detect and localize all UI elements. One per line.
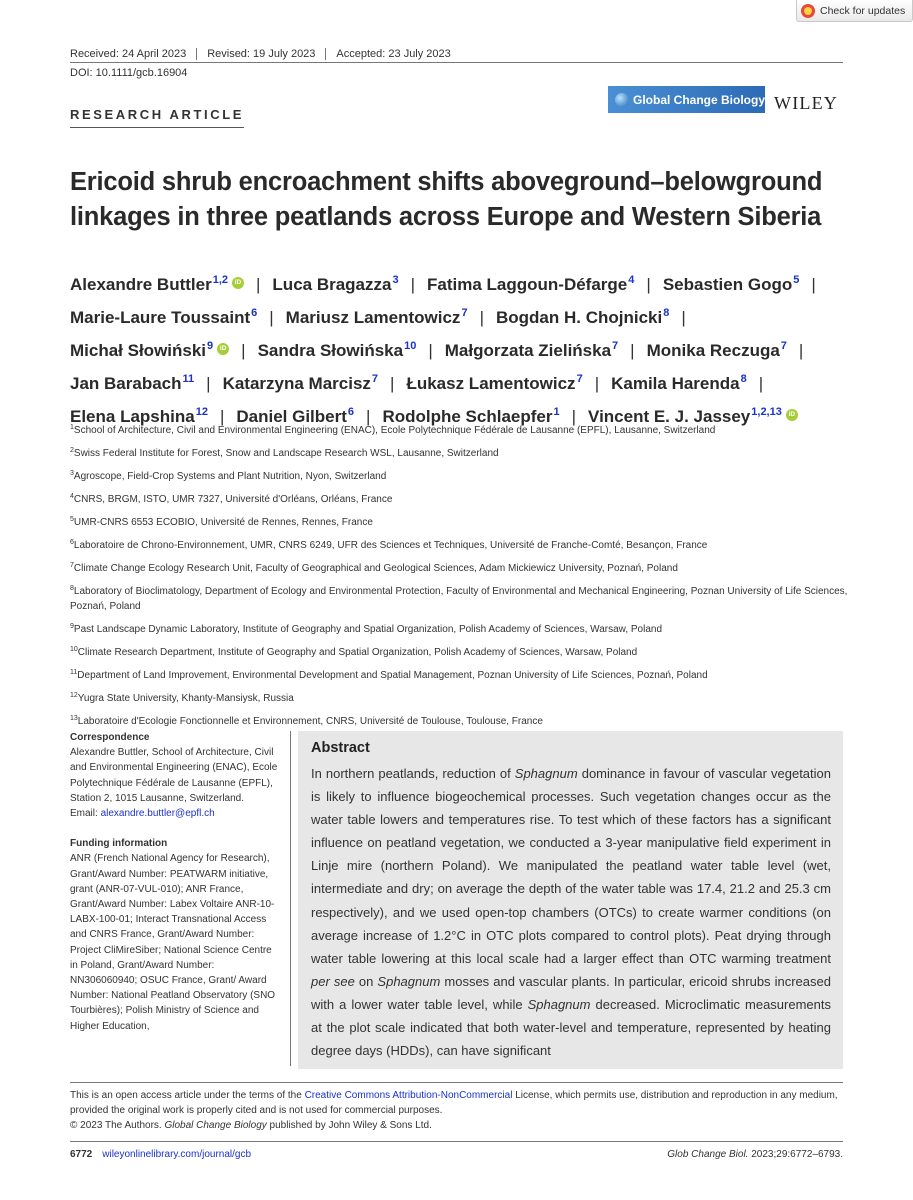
affiliation-item [70, 642, 850, 660]
journal-logo-text: Global Change Biology [633, 92, 766, 107]
affiliation-item [70, 466, 850, 484]
copyright-text: published by John Wiley & Sons Ltd. [266, 1120, 432, 1132]
author-separator: | [241, 341, 246, 360]
author-affiliation-marker: 9 [207, 340, 214, 352]
accepted-date: Accepted: 23 July 2023 [325, 48, 460, 60]
author-affiliation-marker: 4 [628, 274, 635, 286]
copyright-journal: Global Change Biology [164, 1120, 267, 1132]
author-name-text: Bogdan H. Chojnicki [495, 308, 663, 327]
check-for-updates-label: Check for updates [820, 4, 906, 17]
license-divider [70, 1082, 843, 1083]
article-history [70, 45, 461, 62]
author-name [70, 308, 257, 327]
author-separator: | [428, 341, 433, 360]
affiliation-text: Swiss Federal Institute for Forest, Snow and Landscape Research WSL, Lausanne, Switzerland [73, 448, 499, 459]
affiliation-item [70, 535, 850, 553]
author-affiliation-marker: 1,2,13 [751, 406, 782, 418]
affiliation-text: Department of Land Improvement, Environmental Development and Spatial Management, Poznan University of Life Sciences, Poznań, Poland [77, 670, 708, 681]
globe-icon [615, 93, 629, 107]
page-footer [70, 1149, 843, 1160]
affiliation-number: 13 [70, 715, 78, 722]
abstract-heading: Abstract [311, 740, 370, 756]
author-separator: | [571, 407, 577, 426]
abstract-italic: Sphagnum [377, 973, 441, 989]
crossmark-icon [801, 4, 815, 18]
abstract-segment: decreased. Microclimatic measurements at the plot scale indicated that both water-level and temperature, represented by heating degree days (HDDs), can have significant [311, 996, 831, 1059]
affiliation-number: 11 [70, 669, 78, 676]
author-name-text: Mariusz Lamentowicz [285, 308, 461, 327]
footer-divider [70, 1141, 843, 1142]
affiliation-text: School of Architecture, Civil and Environmental Engineering (ENAC), Ecole Polytechnique Fédérale de Lausanne (EPFL), Lausanne, Switzerland [73, 425, 716, 436]
check-for-updates-button[interactable] [796, 0, 913, 22]
author-name [258, 341, 417, 360]
license-text: This is an open access article under the terms of the [70, 1090, 305, 1101]
title-line-2: linkages in three peatlands across Europe and Western Siberia [70, 203, 822, 231]
author-affiliation-marker: 7 [576, 373, 583, 385]
author-name [70, 341, 229, 360]
author-name [496, 308, 669, 327]
author-separator: | [798, 341, 804, 360]
affiliation-text: Past Landscape Dynamic Laboratory, Institute of Geography and Spatial Organization, Polish Academy of Sciences, Warsaw, Poland [73, 624, 663, 635]
affiliation-item [70, 420, 850, 438]
author-separator: | [219, 407, 225, 426]
affiliation-item [70, 688, 850, 706]
email-link[interactable]: alexandre.buttler@epfl.ch [100, 808, 215, 820]
author-name [272, 275, 398, 294]
author-separator: | [758, 374, 764, 393]
author-name [611, 374, 747, 393]
author-affiliation-marker: 7 [371, 373, 379, 385]
citation-text: 2023;29:6772–6793. [748, 1149, 843, 1160]
author-separator: | [479, 308, 484, 327]
affiliation-item [70, 558, 850, 576]
license-notice [70, 1088, 845, 1134]
affiliation-number: 1 [70, 424, 74, 431]
author-name-text: Rodolphe Schlaepfer [382, 407, 553, 426]
affiliation-item [70, 443, 850, 461]
email-label: Email: [70, 808, 101, 820]
affiliation-item [70, 581, 850, 614]
abstract-segment: In northern peatlands, reduction of [311, 766, 515, 781]
author-name-text: Elena Lapshina [70, 407, 195, 426]
affiliation-text: Agroscope, Field-Crop Systems and Plant Nutrition, Nyon, Switzerland [73, 471, 387, 482]
author-name-text: Luca Bragazza [272, 275, 392, 294]
abstract-box [298, 731, 843, 1069]
affiliation-text: Laboratoire de Chrono-Environnement, UMR, CNRS 6249, UFR des Sciences et Techniques, Université de Franche-Comté, Besançon, France [73, 540, 708, 551]
copyright-line [70, 1118, 845, 1133]
affiliation-item [70, 489, 850, 507]
copyright-text: © 2023 The Authors. [70, 1120, 165, 1132]
author-affiliation-marker: 12 [195, 406, 208, 418]
article-type-underline [70, 127, 244, 128]
publisher-logo: WILEY [774, 93, 838, 113]
author-affiliation-marker: 7 [461, 307, 468, 319]
affiliation-number: 10 [70, 646, 78, 653]
affiliation-item [70, 619, 850, 637]
author-name [663, 275, 800, 294]
author-name-text: Jan Barabach [70, 374, 182, 393]
author-affiliation-marker: 1,2 [212, 274, 228, 286]
author-name-text: Kamila Harenda [611, 374, 740, 393]
affiliation-item [70, 512, 850, 530]
article-info-sidebar [70, 730, 280, 1034]
author-separator: | [646, 275, 651, 294]
author-name [406, 374, 582, 393]
author-affiliation-marker: 3 [392, 274, 399, 286]
orcid-icon[interactable] [232, 277, 244, 289]
abstract-italic: Sphagnum [527, 996, 591, 1012]
author-name-text: Marie-Laure Toussaint [70, 308, 251, 327]
affiliation-number: 7 [70, 562, 74, 569]
author-name-text: Alexandre Buttler [70, 275, 212, 294]
doi: DOI: 10.1111/gcb.16904 [70, 67, 188, 79]
author-name-text: Małgorzata Zielińska [444, 341, 612, 360]
affiliation-number: 6 [70, 539, 74, 546]
affiliation-text: Climate Research Department, Institute of Geography and Spatial Organization, Polish Academy of Sciences, Warsaw, Poland [77, 647, 638, 658]
author-affiliation-marker: 8 [663, 307, 670, 319]
license-line [70, 1088, 845, 1118]
author-affiliation-marker: 7 [612, 340, 619, 352]
author-name-text: Daniel Gilbert [236, 407, 347, 426]
author-separator: | [410, 275, 416, 294]
author-affiliation-marker: 1 [553, 406, 560, 418]
affiliation-list [70, 420, 850, 734]
affiliation-number: 3 [70, 470, 74, 477]
affiliation-number: 4 [70, 493, 74, 500]
revised-date: Revised: 19 July 2023 [196, 48, 325, 60]
author-affiliation-marker: 6 [251, 307, 258, 319]
footer-citation [667, 1149, 843, 1160]
author-name-text: Łukasz Lamentowicz [406, 374, 576, 393]
author-name [70, 374, 194, 393]
abstract-text [311, 762, 831, 1062]
author-name [223, 374, 378, 393]
author-affiliation-marker: 8 [740, 373, 747, 385]
abstract-segment: on [354, 973, 378, 989]
author-name-text: Sebastien Gogo [662, 275, 793, 294]
license-link[interactable]: Creative Commons Attribution-NonCommercial [304, 1090, 513, 1101]
funding-heading: Funding information [70, 838, 168, 850]
author-separator: | [390, 374, 395, 393]
author-name [647, 341, 787, 360]
affiliation-text: UMR-CNRS 6553 ECOBIO, Université de Rennes, Rennes, France [73, 517, 373, 528]
author-separator: | [681, 308, 686, 327]
affiliation-text: CNRS, BRGM, ISTO, UMR 7327, Université d'Orléans, Orléans, France [73, 494, 393, 505]
author-name [445, 341, 618, 360]
author-name-text: Vincent E. J. Jassey [588, 407, 751, 426]
abstract-segment: dominance in favour of vascular vegetation is likely to influence biogeochemical processes. Such vegetation changes occur as the water table lowers and temperatures rise. To test which of these factors has a significant influence on peatland vegetation, we conducted a 3-year manipulative field experiment in Linje mire (northern Poland). We manipulated the peatland water table level (wet, intermediate and dry; on average the depth of the water table was 17.4, 21.2 and 25.3 cm respectively), and we used open-top chambers (OTCs) to create warmer conditions (on average increase of 1.2°C in OTC plots compared to control plots). Peat drying through water table lowering at this local scale had a larger effect than OTC warming treatment [311, 766, 831, 966]
orcid-icon[interactable] [217, 343, 229, 355]
column-divider [290, 731, 291, 1066]
author-affiliation-marker: 7 [780, 340, 787, 352]
affiliation-item [70, 665, 850, 683]
author-separator: | [256, 275, 261, 294]
header-divider [70, 62, 843, 63]
title-line-1: Ericoid shrub encroachment shifts aboveground–belowground [70, 168, 823, 196]
author-affiliation-marker: 6 [347, 406, 355, 418]
abstract-italic: Sphagnum [514, 766, 578, 781]
affiliation-number: 2 [70, 447, 74, 454]
affiliation-number: 9 [70, 623, 74, 630]
author-separator: | [366, 407, 371, 426]
abstract-segment: mosses and vascular plants. In particular, ericoid shrubs increased with a lower water table level, while [311, 973, 831, 1012]
author-separator: | [811, 275, 816, 294]
journal-url-link[interactable]: wileyonlinelibrary.com/journal/gcb [102, 1149, 252, 1160]
license-text: License, which permits use, distribution and reproduction in any medium, provided the original work is properly cited and is not used for commercial purposes. [70, 1090, 838, 1117]
affiliation-text: Laboratoire d'Ecologie Fonctionnelle et Environnement, CNRS, Université de Toulouse, Toulouse, France [77, 716, 543, 727]
affiliation-number: 5 [70, 516, 74, 523]
affiliation-number: 8 [70, 585, 74, 592]
author-name [427, 275, 634, 294]
correspondence-heading: Correspondence [70, 732, 150, 743]
author-affiliation-marker: 5 [793, 274, 800, 286]
author-list [70, 266, 850, 431]
footer-left [70, 1149, 251, 1160]
author-name-text: Fatima Laggoun-Défarge [427, 275, 628, 294]
article-type: RESEARCH ARTICLE [70, 107, 245, 122]
affiliation-text: Yugra State University, Khanty-Mansiysk, Russia [77, 693, 294, 704]
affiliation-number: 12 [70, 692, 78, 699]
author-name [286, 308, 468, 327]
funding-text: ANR (French National Agency for Research), Grant/Award Number: PEATWARM initiative, grant (ANR-07-VUL-010); ANR France, Grant/Award Number: Labex Voltaire ANR-10-LABX-100-01; Interact Transnational Access and CNRS France, Grant/Award Number: Project CliMireSiber; National Science Centre in Poland, Grant/Award Number: NN306060940; OSUC France, Grant/ Award Number: National Peatland Observatory (SNO Tourbières); Polish Ministry of Science and Higher Education, [70, 853, 276, 1032]
affiliation-text: Laboratory of Bioclimatology, Department of Ecology and Environmental Protection, Faculty of Environmental and Mechanical Engineering, Poznan University of Life Sciences, Poznań, Poland [70, 586, 848, 612]
affiliation-text: Climate Change Ecology Research Unit, Faculty of Geographical and Geological Sciences, Adam Mickiewicz University, Poznań, Poland [73, 563, 678, 574]
affiliation-item [70, 711, 850, 729]
author-affiliation-marker: 11 [182, 373, 195, 385]
page-number: 6772 [70, 1149, 93, 1160]
received-date: Received: 24 April 2023 [70, 47, 187, 60]
citation-journal: Glob Change Biol. [667, 1149, 749, 1160]
author-name-text: Michał Słowiński [70, 341, 207, 360]
author-separator: | [269, 308, 274, 327]
author-affiliation-marker: 10 [404, 340, 417, 352]
author-name-text: Monika Reczuga [646, 341, 780, 360]
abstract-italic: per see [311, 973, 355, 989]
journal-logo [608, 86, 765, 113]
author-separator: | [206, 374, 211, 393]
author-name-text: Sandra Słowińska [257, 341, 404, 360]
correspondence-text: Alexandre Buttler, School of Architecture, Civil and Environmental Engineering (ENAC), Ecole Polytechnique Fédérale de Lausanne (EPFL), Station 2, 1015 Lausanne, Switzerland. [70, 747, 278, 804]
author-name-text: Katarzyna Marcisz [222, 374, 371, 393]
author-name [70, 275, 244, 294]
author-separator: | [630, 341, 635, 360]
correspondence-email-line [70, 806, 280, 821]
author-separator: | [594, 374, 600, 393]
article-title [70, 165, 860, 235]
